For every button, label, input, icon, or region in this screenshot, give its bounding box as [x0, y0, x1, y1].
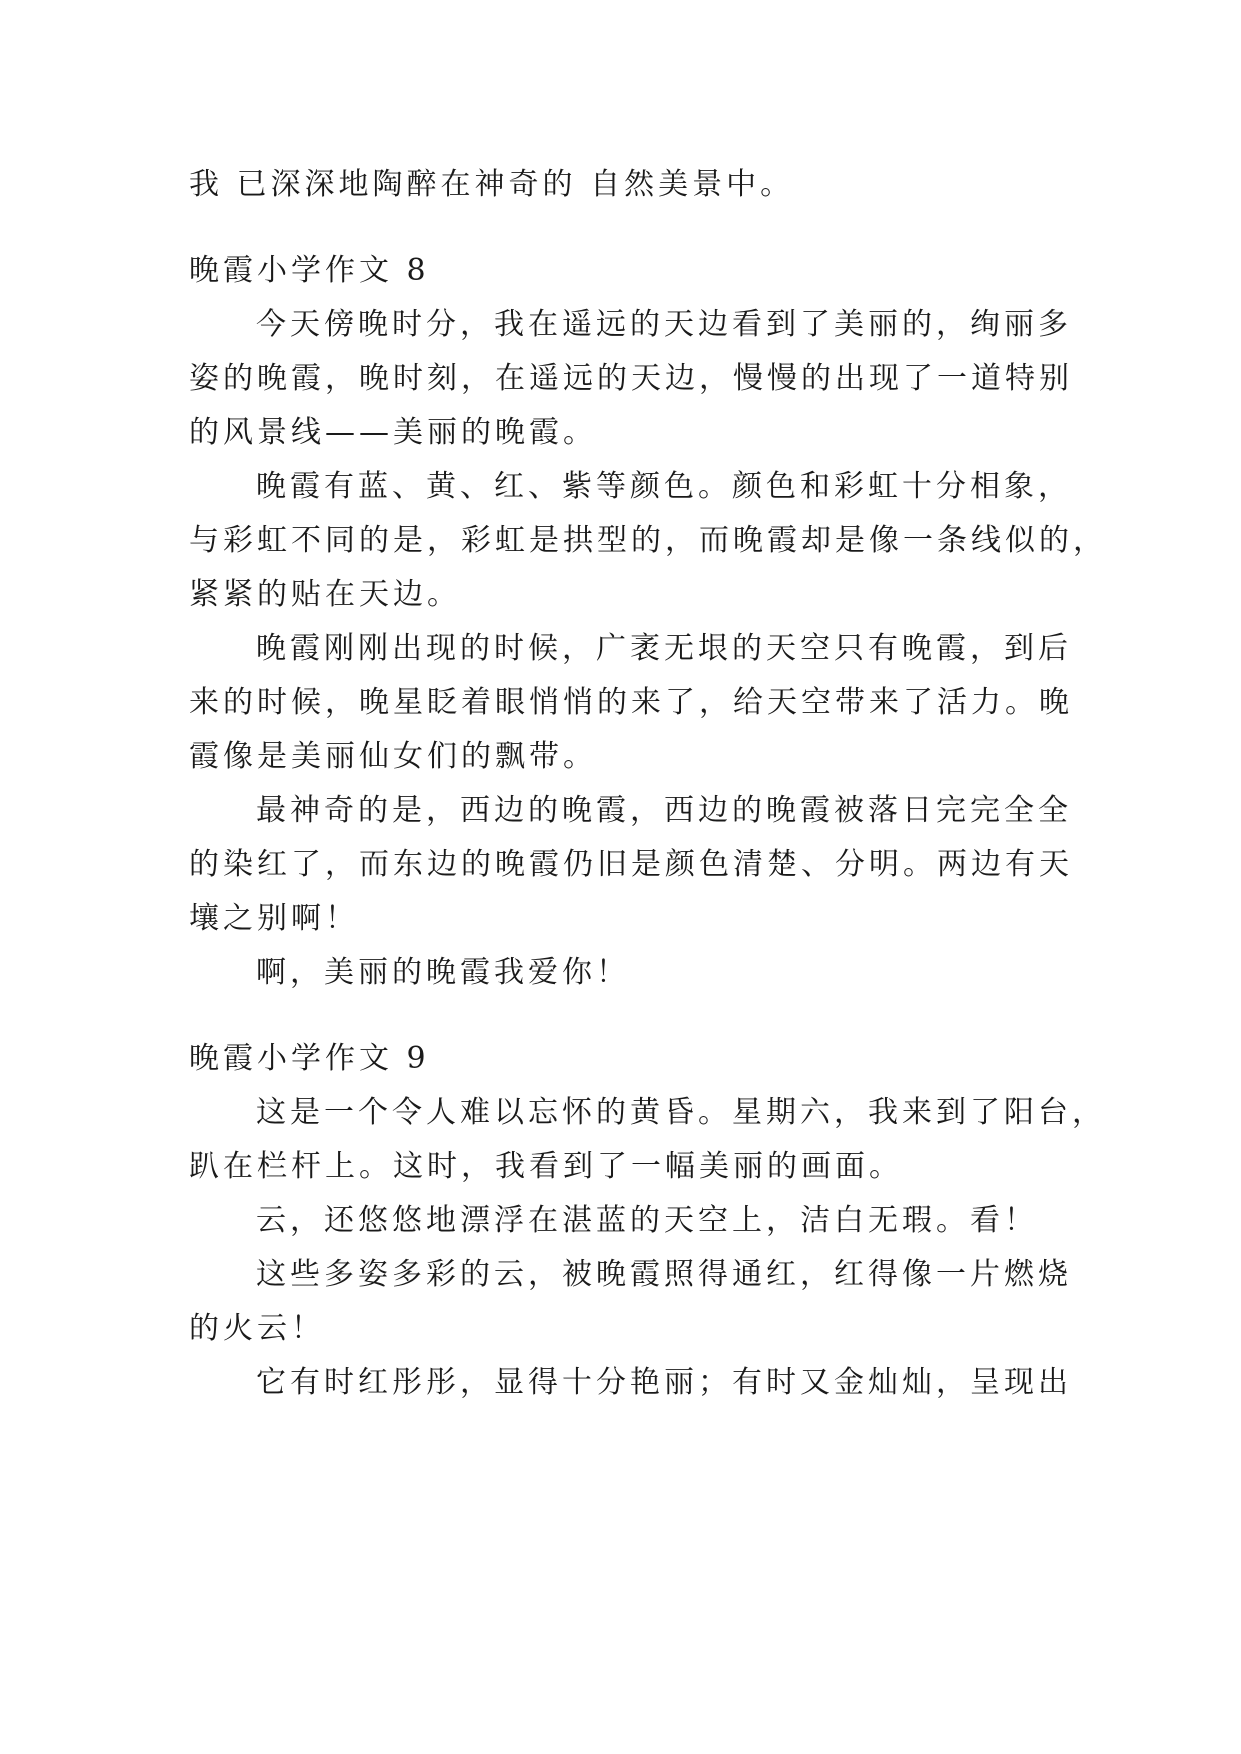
- text-line: 晚霞有蓝、黄、红、紫等颜色。颜色和彩虹十分相象，: [256, 469, 1072, 504]
- section-heading: 晚霞小学作文 8: [189, 253, 430, 288]
- text-line: 的火云！: [189, 1311, 325, 1346]
- text-line: 我 已深深地陶醉在神奇的 自然美景中。: [189, 167, 795, 202]
- text-line: 趴在栏杆上。这时，我看到了一幅美丽的画面。: [189, 1149, 903, 1184]
- text-line: 这是一个令人难以忘怀的黄昏。星期六，我来到了阳台，: [256, 1095, 1106, 1130]
- section-heading: 晚霞小学作文 9: [189, 1041, 430, 1076]
- text-line: 它有时红彤彤，显得十分艳丽；有时又金灿灿，呈现出: [256, 1365, 1072, 1400]
- text-line: 姿的晚霞，晚时刻，在遥远的天边，慢慢的出现了一道特别: [189, 361, 1073, 396]
- text-line: 的染红了，而东边的晚霞仍旧是颜色清楚、分明。两边有天: [189, 847, 1073, 882]
- text-line: 今天傍晚时分，我在遥远的天边看到了美丽的，绚丽多: [256, 307, 1072, 342]
- text-line: 与彩虹不同的是，彩虹是拱型的，而晚霞却是像一条线似的，: [189, 523, 1107, 558]
- text-line: 云，还悠悠地漂浮在湛蓝的天空上，洁白无瑕。看！: [256, 1203, 1038, 1238]
- text-line: 这些多姿多彩的云，被晚霞照得通红，红得像一片燃烧: [256, 1257, 1072, 1292]
- text-line: 霞像是美丽仙女们的飘带。: [189, 739, 597, 774]
- text-line: 来的时候，晚星眨着眼悄悄的来了，给天空带来了活力。晚: [189, 685, 1073, 720]
- text-line: 最神奇的是，西边的晚霞，西边的晚霞被落日完完全全: [256, 793, 1072, 828]
- text-line: 的风景线——美丽的晚霞。: [189, 415, 597, 450]
- text-line: 紧紧的贴在天边。: [189, 577, 461, 612]
- text-line: 啊，美丽的晚霞我爱你！: [256, 955, 630, 990]
- text-line: 晚霞刚刚出现的时候，广袤无垠的天空只有晚霞，到后: [256, 631, 1072, 666]
- text-line: 壤之别啊！: [189, 901, 359, 936]
